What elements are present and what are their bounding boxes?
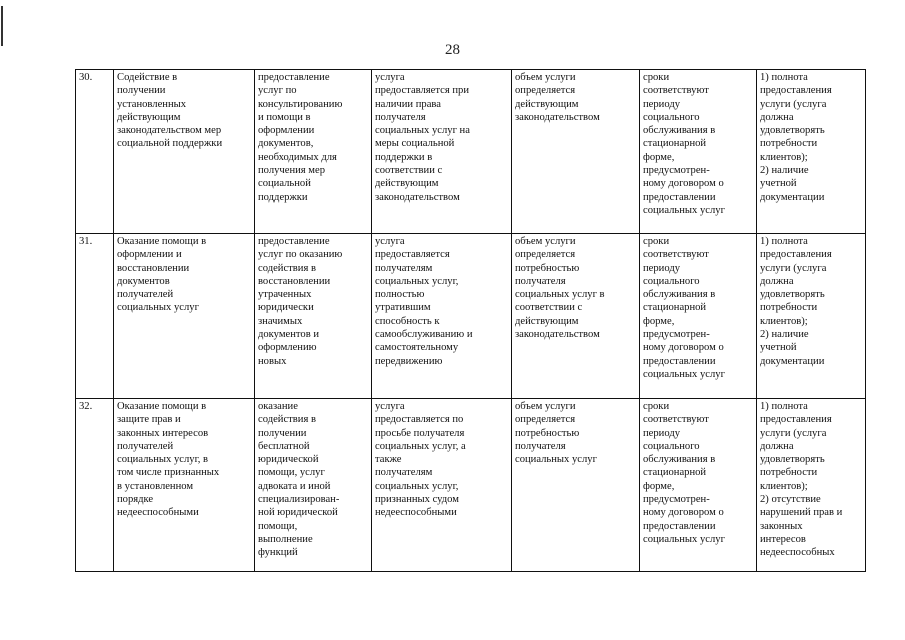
table-row xyxy=(76,234,866,399)
page-number: 28 xyxy=(445,42,460,58)
service-description-cell: оказание содействия в получении бесплатной юридической помощи, услуг адвоката и иной специализирован- ной юридической помощи, выполнение функций xyxy=(255,399,372,572)
row-number: 32. xyxy=(76,399,114,572)
service-condition-cell: услуга предоставляется при наличии права получателя социальных услуг на меры социальной поддержки в соответствии с действующим законодательством xyxy=(372,70,512,234)
table-row xyxy=(76,70,866,234)
service-name-cell: Оказание помощи в оформлении и восстановлении документов получателей социальных услуг xyxy=(114,234,255,399)
quality-indicators-cell: 1) полнота предоставления услуги (услуга должна удовлетворять потребности клиентов); 2) отсутствие нарушений прав и законных интересов недееспособных xyxy=(757,399,866,572)
service-terms-cell: сроки соответствуют периоду социального обслуживания в стационарной форме, предусмотрен- ному договором о предоставлении социальных услуг xyxy=(640,399,757,572)
service-volume-cell: объем услуги определяется потребностью получателя социальных услуг в соответствии с действующим законодательством xyxy=(512,234,640,399)
quality-indicators-cell: 1) полнота предоставления услуги (услуга должна удовлетворять потребности клиентов); 2) наличие учетной документации xyxy=(757,234,866,399)
service-name-cell: Оказание помощи в защите прав и законных интересов получателей социальных услуг, в том числе признанных в установленном порядке недееспособными xyxy=(114,399,255,572)
service-description-cell: предоставление услуг по консультированию и помощи в оформлении документов, необходимых для получения мер социальной поддержки xyxy=(255,70,372,234)
row-number: 30. xyxy=(76,70,114,234)
services-table xyxy=(75,69,866,572)
service-condition-cell: услуга предоставляется получателям социальных услуг, полностью утратившим способность к самообслуживанию и самостоятельному передвижению xyxy=(372,234,512,399)
service-terms-cell: сроки соответствуют периоду социального обслуживания в стационарной форме, предусмотрен- ному договором о предоставлении социальных услуг xyxy=(640,70,757,234)
scan-edge-mark xyxy=(1,6,3,46)
service-volume-cell: объем услуги определяется действующим законодательством xyxy=(512,70,640,234)
table-row xyxy=(76,399,866,572)
quality-indicators-cell: 1) полнота предоставления услуги (услуга должна удовлетворять потребности клиентов); 2) наличие учетной документации xyxy=(757,70,866,234)
service-terms-cell: сроки соответствуют периоду социального обслуживания в стационарной форме, предусмотрен- ному договором о предоставлении социальных услуг xyxy=(640,234,757,399)
row-number: 31. xyxy=(76,234,114,399)
service-description-cell: предоставление услуг по оказанию содействия в восстановлении утраченных юридически значимых документов и оформлению новых xyxy=(255,234,372,399)
service-condition-cell: услуга предоставляется по просьбе получателя социальных услуг, а также получателям социальных услуг, признанных судом недееспособными xyxy=(372,399,512,572)
service-volume-cell: объем услуги определяется потребностью получателя социальных услуг xyxy=(512,399,640,572)
service-name-cell: Содействие в получении установленных действующим законодательством мер социальной поддержки xyxy=(114,70,255,234)
